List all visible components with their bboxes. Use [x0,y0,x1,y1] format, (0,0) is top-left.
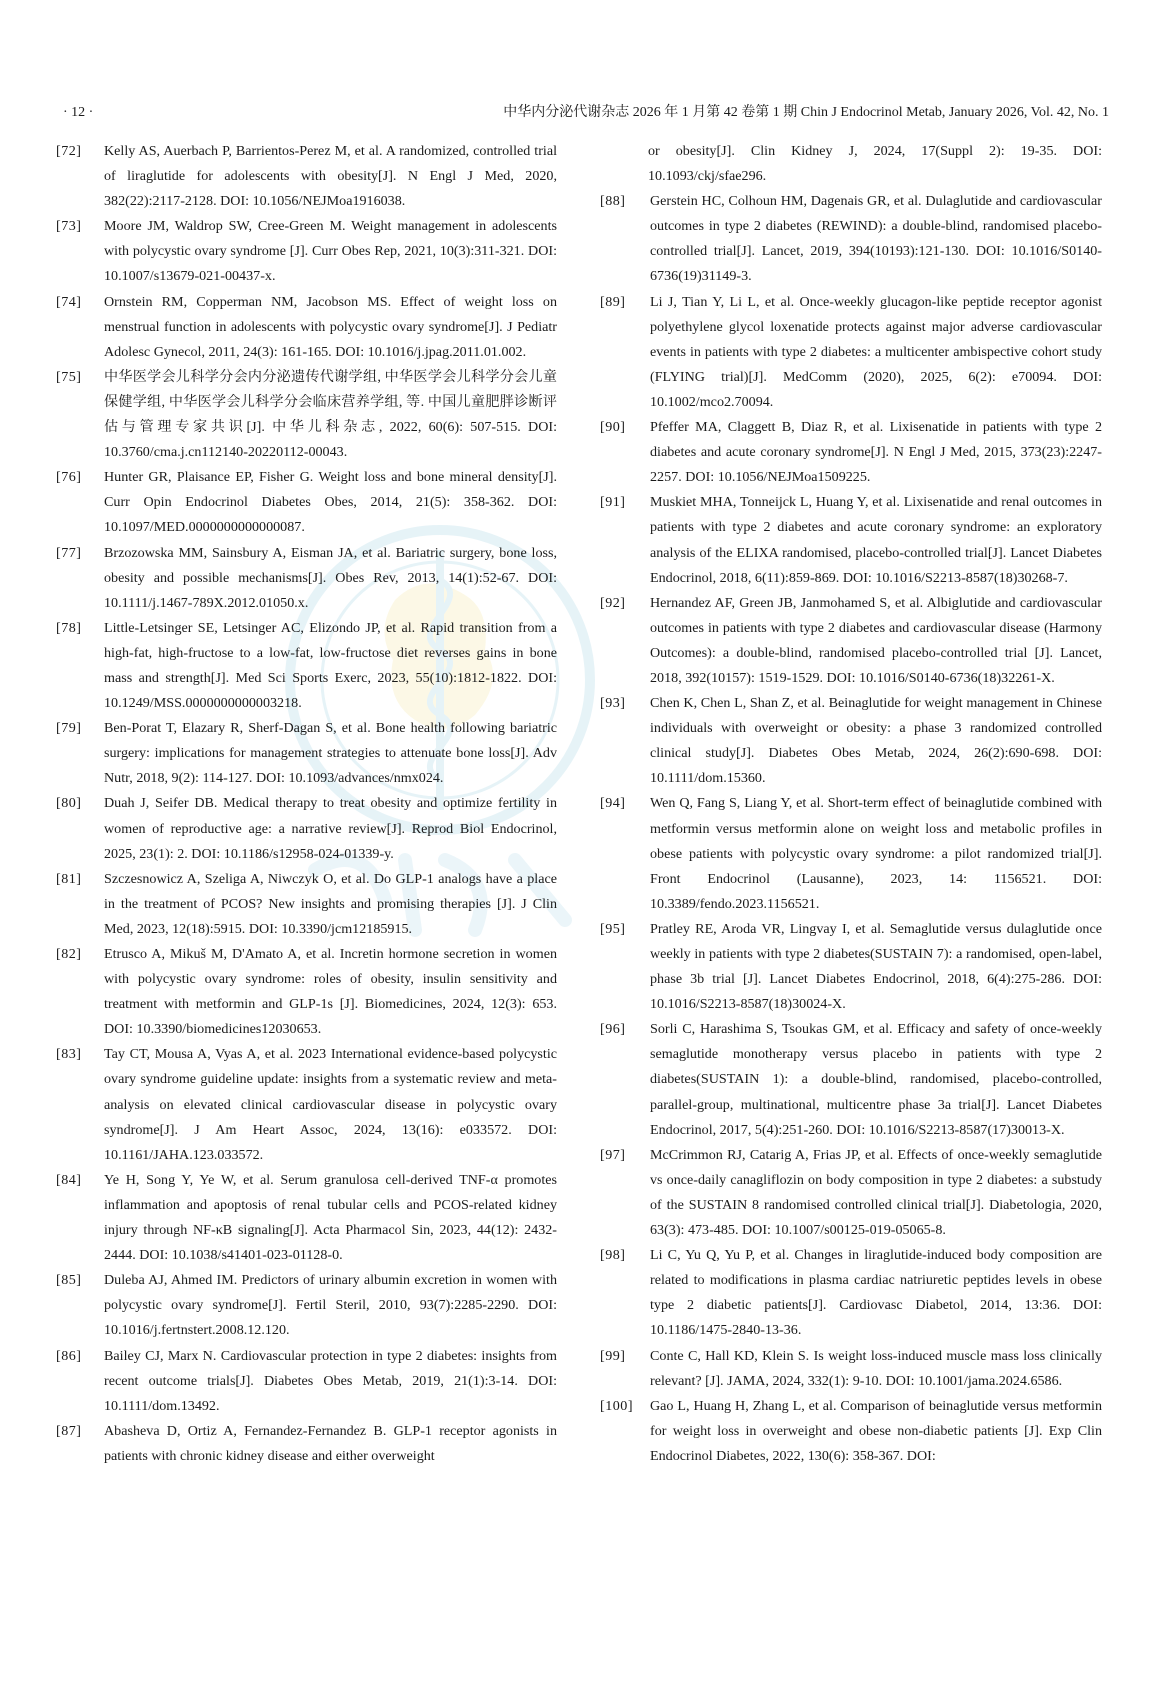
reference-item [56,791,557,866]
reference-text: Li C, Yu Q, Yu P, et al. Changes in liraglutide-induced body composition are related to modifications in plasma cardiac natriuretic peptides levels in obese type 2 diabetic patients[J]. Cardiovasc Diabetol, 2014, 13:36. DOI: 10.1186/1475-2840-13-36. [650,1247,1102,1339]
reference-number: [90] [600,419,626,436]
reference-number: [75] [56,368,82,385]
reference-text: Pratley RE, Aroda VR, Lingvay I, et al. Semaglutide versus dulaglutide once weekly in patients with type 2 diabetes(SUSTAIN 7): a randomised, open-label, phase 3b trial [J]. Lancet Diabetes Endocrinol, 2018, 6(4):275-286. DOI: 10.1016/S2213-8587(18)30024-X. [650,920,1102,1013]
reference-text: Muskiet MHA, Tonneijck L, Huang Y, et al. Lixisenatide and renal outcomes in patients with type 2 diabetes and acute coronary syndrome: an exploratory analysis of the ELIXA randomised, placebo-controlled trial[J]. Lancet Diabetes Endocrinol, 2018, 6(11):859-869. DOI: 10.1016/S2213-8587(18)30268-7. [650,494,1102,586]
reference-item [600,691,1102,791]
reference-number: [92] [600,594,626,611]
reference-item [600,290,1102,415]
reference-item [600,591,1102,691]
reference-item [56,290,557,365]
reference-text: Pfeffer MA, Claggett B, Diaz R, et al. Lixisenatide in patients with type 2 diabetes and acute coronary syndrome[J]. N Engl J Med, 2015, 373(23):2247-2257. DOI: 10.1056/NEJMoa1509225. [650,419,1102,486]
reference-item [600,1017,1102,1142]
reference-number: [72] [56,143,82,159]
reference-number: [79] [56,720,82,737]
reference-number: [80] [56,795,82,812]
page-header [0,103,1152,123]
reference-number: [73] [56,218,82,235]
reference-number: [100] [600,1397,634,1414]
reference-item [56,1268,557,1343]
reference-text: Bailey CJ, Marx N. Cardiovascular protection in type 2 diabetes: insights from recent outcome trials[J]. Diabetes Obes Metab, 2019, 21(1):3-14. DOI: 10.1111/dom.13492. [104,1347,557,1414]
reference-item [600,791,1102,916]
reference-item [56,465,557,540]
reference-text: Ornstein RM, Copperman NM, Jacobson MS. Effect of weight loss on menstrual function in adolescents with polycystic ovary syndrome[J]. J Pediatr Adolesc Gynecol, 2011, 24(3): 161-165. DOI: 10.1016/j.jpag.2011.01.002. [104,293,557,360]
journal-running-title: 中华内分泌代谢杂志 2026 年 1 月第 42 卷第 1 期 Chin J Endocrinol Metab, January 2026, Vol. 42, No. 1 [503,105,1109,120]
reference-number: [82] [56,946,82,962]
reference-text: Hernandez AF, Green JB, Janmohamed S, et al. Albiglutide and cardiovascular outcomes in patients with type 2 diabetes and cardiovascular disease (Harmony Outcomes): a double-blind, randomised placebo-controlled trial [J]. Lancet, 2018, 392(10157): 1519-1529. DOI: 10.1016/S0140-6736(18)32261-X. [650,594,1102,686]
reference-number: [81] [56,870,82,887]
reference-text: or obesity[J]. Clin Kidney J, 2024, 17(Suppl 2): 19-35. DOI: 10.1093/ckj/sfae296. [648,143,1102,185]
reference-text: Little-Letsinger SE, Letsinger AC, Elizondo JP, et al. Rapid transition from a high-fat, high-fructose to a low-fat, low-fructose diet reverses gains in bone mass and strength[J]. Med Sci Sports Exerc, 2023, 55(10):1812-1822. DOI: 10.1249/MSS.0000000000003218. [104,619,557,712]
reference-number: [89] [600,293,626,310]
reference-item [600,1243,1102,1343]
reference-item [600,189,1102,289]
reference-item [600,1394,1102,1469]
reference-item [600,1344,1102,1394]
reference-item [56,616,557,716]
reference-number: [78] [56,619,82,636]
reference-item [56,1042,557,1167]
reference-text: Etrusco A, Mikuš M, D'Amato A, et al. Incretin hormone secretion in women with polycystic ovary syndrome: roles of obesity, insulin sensitivity and treatment with metformin and GLP-1s [J]. Biomedicines, 2024, 12(3): 653. DOI: 10.3390/biomedicines12030653. [104,946,557,1038]
reference-text: Szczesnowicz A, Szeliga A, Niwczyk O, et al. Do GLP-1 analogs have a place in the treatment of PCOS? New insights and promising therapies [J]. J Clin Med, 2023, 12(18):5915. DOI: 10.3390/jcm12185915. [104,870,557,937]
reference-number: [91] [600,494,626,511]
page-number: · 12 · [63,105,94,120]
reference-number: [88] [600,193,626,210]
references-left-column [56,139,557,1469]
reference-item [600,1143,1102,1243]
reference-item [56,942,557,1042]
reference-item [56,541,557,616]
reference-text: Hunter GR, Plaisance EP, Fisher G. Weight loss and bone mineral density[J]. Curr Opin Endocrinol Diabetes Obes, 2014, 21(5): 358-362. DOI: 10.1097/MED.0000000000000087. [104,469,557,536]
reference-item [56,139,557,214]
reference-text: Li J, Tian Y, Li L, et al. Once-weekly glucagon-like peptide receptor agonist polyethylene glycol loxenatide protects against major adverse cardiovascular events in patients with type 2 diabetes: a multicenter ambispective cohort study (FLYING trial)[J]. MedComm (2020), 2025, 6(2): e70094. DOI: 10.1002/mco2.70094. [650,293,1102,410]
reference-number: [94] [600,795,626,812]
reference-item [56,1168,557,1268]
reference-number: [76] [56,469,82,486]
reference-number: [95] [600,920,626,937]
reference-number: [87] [56,1422,82,1439]
reference-text: Duleba AJ, Ahmed IM. Predictors of urinary albumin excretion in women with polycystic ovary syndrome[J]. Fertil Steril, 2010, 93(7):2285-2290. DOI: 10.1016/j.fertnstert.2008.12.120. [104,1272,557,1339]
reference-continuation [600,139,1102,189]
reference-item [56,867,557,942]
reference-number: [96] [600,1021,626,1038]
reference-text: Brzozowska MM, Sainsbury A, Eisman JA, et al. Bariatric surgery, bone loss, obesity and possible mechanisms[J]. Obes Rev, 2013, 14(1):52-67. DOI: 10.1111/j.1467-789X.2012.01050.x. [104,544,557,611]
reference-item [600,490,1102,590]
reference-text: Ben-Porat T, Elazary R, Sherf-Dagan S, et al. Bone health following bariatric surgery: implications for management strategies to attenuate bone loss[J]. Adv Nutr, 2018, 9(2): 114-127. DOI: 10.1093/advances/nmx024. [104,720,557,787]
reference-item [600,917,1102,1017]
reference-text: Wen Q, Fang S, Liang Y, et al. Short-term effect of beinaglutide combined with metformin versus metformin alone on weight loss and metabolic profiles in obese patients with polycystic ovary syndrome: a pilot randomized trial[J]. Front Endocrinol (Lausanne), 2023, 14: 1156521. DOI: 10.3389/fendo.2023.1156521. [650,795,1102,912]
reference-text: Gao L, Huang H, Zhang L, et al. Comparison of beinaglutide versus metformin for weight loss in overweight and obese non-diabetic patients [J]. Exp Clin Endocrinol Diabetes, 2022, 130(6): 358-367. DOI: [650,1397,1102,1464]
reference-item [56,214,557,289]
reference-item [56,1419,557,1469]
reference-item [600,415,1102,490]
references-right-column [600,139,1102,1469]
reference-text: 中华医学会儿科学分会内分泌遗传代谢学组, 中华医学会儿科学分会儿童保健学组, 中华医学会儿科学分会临床营养学组, 等. 中国儿童肥胖诊断评估与管理专家共识[J]. 中华儿科杂志, 2022, 60(6): 507-515. DOI: 10.3760/cma.j.cn112140-20220112-00043. [104,368,557,461]
reference-number: [83] [56,1046,82,1063]
reference-text: Tay CT, Mousa A, Vyas A, et al. 2023 International evidence-based polycystic ovary syndrome guideline update: insights from a systematic review and meta-analysis on elevated clinical cardiovascular disease in polycystic ovary syndrome[J]. J Am Heart Assoc, 2024, 13(16): e033572. DOI: 10.1161/JAHA.123.033572. [104,1046,557,1163]
reference-number: [84] [56,1171,82,1188]
reference-number: [85] [56,1272,82,1289]
reference-text: McCrimmon RJ, Catarig A, Frias JP, et al. Effects of once-weekly semaglutide vs once-daily canagliflozin on body composition in type 2 diabetes: a substudy of the SUSTAIN 8 randomised controlled clinical trial[J]. Diabetologia, 2020, 63(3): 473-485. DOI: 10.1007/s00125-019-05065-8. [650,1146,1102,1239]
reference-number: [74] [56,293,82,310]
reference-number: [93] [600,695,626,712]
reference-text: Moore JM, Waldrop SW, Cree-Green M. Weight management in adolescents with polycystic ovary syndrome [J]. Curr Obes Rep, 2021, 10(3):311-321. DOI: 10.1007/s13679-021-00437-x. [104,218,557,285]
reference-number: [97] [600,1146,626,1163]
reference-text: Abasheva D, Ortiz A, Fernandez-Fernandez B. GLP-1 receptor agonists in patients with chronic kidney disease and either overweight [104,1422,557,1464]
reference-number: [99] [600,1347,626,1364]
reference-text: Sorli C, Harashima S, Tsoukas GM, et al. Efficacy and safety of once-weekly semaglutide monotherapy versus placebo in patients with type 2 diabetes(SUSTAIN 1): a double-blind, randomised, placebo-controlled, parallel-group, multinational, multicentre phase 3a trial[J]. Lancet Diabetes Endocrinol, 2017, 5(4):251-260. DOI: 10.1016/S2213-8587(17)30013-X. [650,1021,1102,1138]
reference-number: [98] [600,1247,626,1264]
reference-text: Ye H, Song Y, Ye W, et al. Serum granulosa cell-derived TNF-α promotes inflammation and apoptosis of renal tubular cells and PCOS-related kidney injury through NF-κB signaling[J]. Acta Pharmacol Sin, 2023, 44(12): 2432-2444. DOI: 10.1038/s41401-023-01128-0. [104,1171,557,1264]
reference-text: Kelly AS, Auerbach P, Barrientos-Perez M, et al. A randomized, controlled trial of liraglutide for adolescents with obesity[J]. N Engl J Med, 2020, 382(22):2117-2128. DOI: 10.1056/NEJMoa1916038. [104,143,557,210]
reference-item [56,716,557,791]
reference-item [56,1344,557,1419]
reference-number: [86] [56,1347,82,1364]
reference-number: [77] [56,544,82,561]
reference-text: Duah J, Seifer DB. Medical therapy to treat obesity and optimize fertility in women of reproductive age: a narrative review[J]. Reprod Biol Endocrinol, 2025, 23(1): 2. DOI: 10.1186/s12958-024-01339-y. [104,795,557,862]
reference-text: Conte C, Hall KD, Klein S. Is weight loss-induced muscle mass loss clinically relevant? [J]. JAMA, 2024, 332(1): 9-10. DOI: 10.1001/jama.2024.6586. [650,1347,1102,1389]
reference-item [56,365,557,465]
reference-text: Gerstein HC, Colhoun HM, Dagenais GR, et al. Dulaglutide and cardiovascular outcomes in type 2 diabetes (REWIND): a double-blind, randomised placebo-controlled trial[J]. Lancet, 2019, 394(10193):121-130. DOI: 10.1016/S0140-6736(19)31149-3. [650,193,1102,285]
reference-text: Chen K, Chen L, Shan Z, et al. Beinaglutide for weight management in Chinese individuals with overweight or obesity: a phase 3 randomized controlled clinical study[J]. Diabetes Obes Metab, 2024, 26(2):690-698. DOI: 10.1111/dom.15360. [650,695,1102,787]
